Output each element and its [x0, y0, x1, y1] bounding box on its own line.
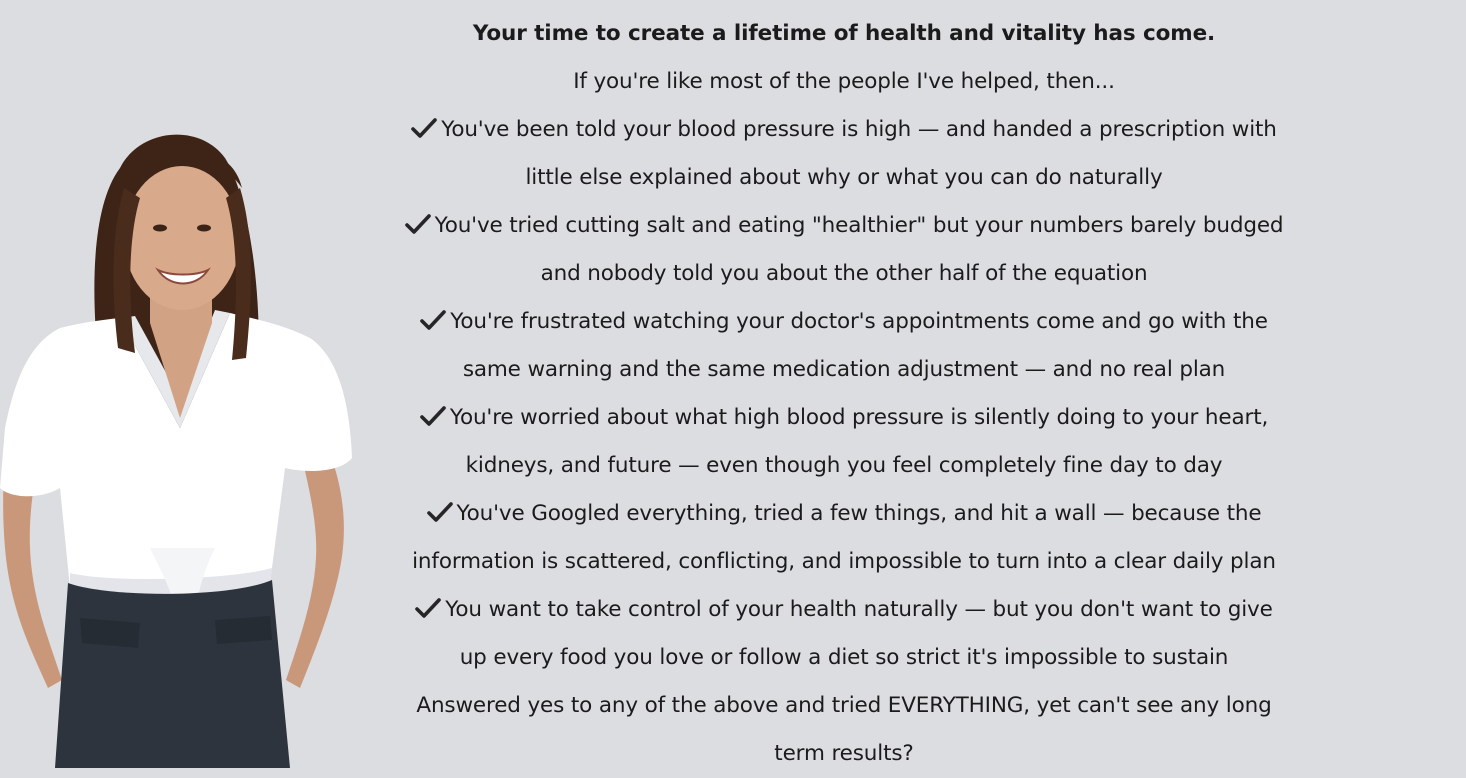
- checklist-item-continued: same warning and the same medication adjustment — and no real plan: [462, 357, 1226, 382]
- checklist-item-continued: up every food you love or follow a diet so strict it's impossible to sustain: [459, 645, 1229, 670]
- check-mark-icon: [411, 117, 437, 139]
- checklist-item-continued: little else explained about why or what you can do naturally: [525, 165, 1163, 190]
- checklist-item-text: You've Googled everything, tried a few things, and hit a wall — because the: [456, 501, 1262, 526]
- checklist-item-continued: information is scattered, conflicting, and impossible to turn into a clear daily plan: [412, 549, 1276, 574]
- checklist-item-text: You want to take control of your health naturally — but you don't want to give: [445, 597, 1273, 622]
- checklist-item: [378, 202, 1310, 250]
- check-mark-icon: [420, 405, 446, 427]
- checklist-item: [378, 394, 1310, 442]
- intro-text: If you're like most of the people I've helped, then...: [573, 69, 1115, 94]
- checklist-item: [378, 586, 1310, 634]
- checklist-item: [378, 298, 1310, 346]
- checklist-item: [378, 106, 1310, 154]
- checklist-item: [378, 490, 1310, 538]
- checklist-item-continued: and nobody told you about the other half of the equation: [540, 261, 1148, 286]
- headline: Your time to create a lifetime of health and vitality has come.: [472, 21, 1216, 46]
- coach-portrait: [0, 128, 360, 768]
- checklist-item-text: You're worried about what high blood pressure is silently doing to your heart,: [449, 405, 1269, 430]
- checklist-item-text: You've been told your blood pressure is high — and handed a prescription with: [441, 117, 1277, 142]
- checklist-item-text: You've tried cutting salt and eating "healthier" but your numbers barely budged: [434, 213, 1284, 238]
- checklist-item-continued: kidneys, and future — even though you feel completely fine day to day: [465, 453, 1223, 478]
- closing-question-continued: term results?: [774, 741, 914, 766]
- closing-question: Answered yes to any of the above and tried EVERYTHING, yet can't see any long: [416, 693, 1272, 718]
- check-mark-icon: [427, 501, 453, 523]
- checklist-item-text: You're frustrated watching your doctor's appointments come and go with the: [450, 309, 1268, 334]
- checklist-copy: [378, 10, 1310, 778]
- check-mark-icon: [420, 309, 446, 331]
- check-mark-icon: [415, 597, 441, 619]
- check-mark-icon: [405, 213, 431, 235]
